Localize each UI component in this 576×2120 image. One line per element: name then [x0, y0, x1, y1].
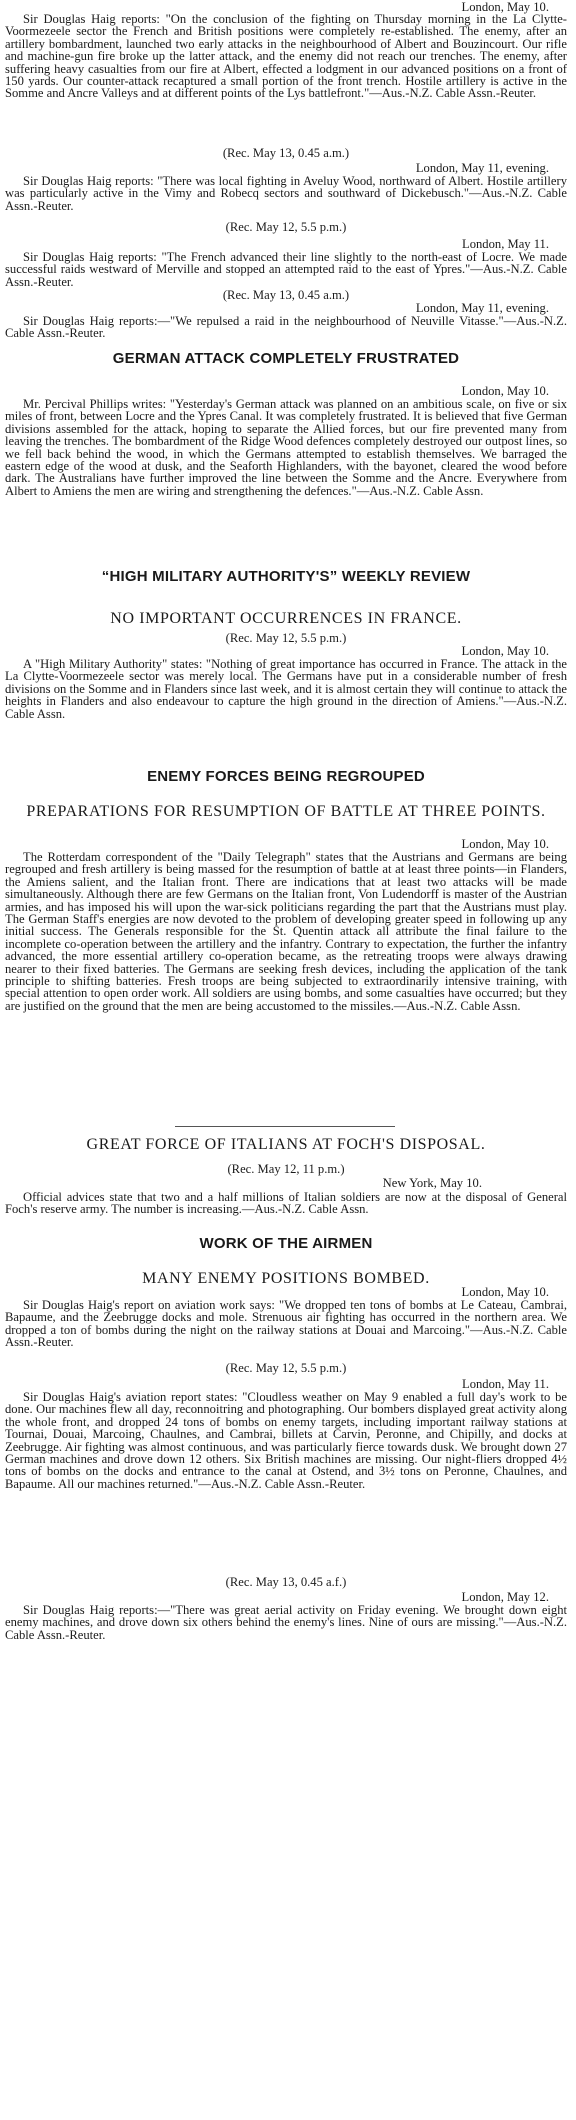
dateline: London, May 10. — [461, 644, 549, 658]
report-paragraph: Sir Douglas Haig reports: "There was local fighting in Aveluy Wood, northward of Albert. Hostile artillery was particularly active in the Vimy and Robecq sectors and southward of Dickebusch."—Aus.-N.Z. Cable Assn.-Reuter. — [5, 174, 567, 213]
report-paragraph: Sir Douglas Haig reports: "On the conclusion of the fighting on Thursday morning in the La Clytte-Voormezeele sector the French and British positions were completely re-established. The enemy, after an artillery bombardment, launched two early attacks in the neighbourhood of Albert and Bouzincourt. Our rifle and machine-gun fire broke up the latter attack, and the enemy did not reach our trenches. The enemy, after suffering heavy casualties from our fire at Albert, effected a lodgment in our advanced positions on a front of 150 yards. Our counter-attack recaptured a small portion of the front trench. Hostile artillery is active in the Somme and Ancre Valleys and at different points of the Lys battlefront."—Aus.-N.Z. Cable Assn.-Reuter. — [5, 12, 567, 101]
received-line: (Rec. May 12, 5.5 p.m.) — [225, 631, 347, 645]
received-line: (Rec. May 12, 5.5 p.m.) — [225, 1361, 347, 1375]
dateline: London, May 10. — [461, 1285, 549, 1299]
report-paragraph: Sir Douglas Haig reports: "The French advanced their line slightly to the north-east of Locre. We made successful raids westward of Merville and stopped an attempted raid to the east of Ypres."—Aus.-N.Z. Cable Assn.-Reuter. — [5, 250, 567, 289]
article-paragraph: A "High Military Authority" states: "Nothing of great importance has occurred in France. The attack in the La Clytte-Voormezeele sector was merely local. The Germans have put in a considerable number of fresh divisions on the Somme and in Flanders since last week, and it is almost certain they will continue to attack the heights in Flanders and also endeavour to capture the high ground in the direction of Amiens."—Aus.-N.Z. Cable Assn. — [5, 657, 567, 721]
report-paragraph: Sir Douglas Haig reports:—"We repulsed a raid in the neighbourhood of Neuville Vitasse."—Aus.-N.Z. Cable Assn.-Reuter. — [5, 314, 567, 341]
divider — [175, 1126, 395, 1127]
report-paragraph: Sir Douglas Haig reports:—"There was great aerial activity on Friday evening. We brought down eight enemy machines, and drove down six others behind the enemy's lines. Nine of ours are missing."—Aus.-N.Z. Cable Assn.-Reuter. — [5, 1603, 567, 1642]
dateline: London, May 11. — [462, 237, 549, 251]
subheading: GREAT FORCE OF ITALIANS AT FOCH'S DISPOSAL. — [86, 1136, 486, 1153]
received-line: (Rec. May 13, 0.45 a.f.) — [225, 1575, 347, 1589]
article-paragraph: The Rotterdam correspondent of the "Daily Telegraph" states that the Austrians and Germans are being regrouped and fresh artillery is being massed for the resumption of battle at at least three points—in Flanders, the Amiens salient, and the Italian front. There are indications that at least two attacks will be made simultaneously. Although there are few Germans on the Italian front, Von Ludendorff is master of the Austrian armies, and has imposed his will upon the war-sick politicians regarding the part that the Austrians must play. The German Staff's energies are now devoted to the problem of developing greater speed in following up any initial success. The Generals responsible for the St. Quentin attack all attribute the final failure to the incomplete co-operation between the artillery and the infantry. Contrary to expectation, the further the infantry advanced, the more essential artillery co-operation became, as the retreating troops were always drawing nearer to their fixed batteries. The Germans are seeking fresh devices, including the application of the tank principle to shifting batteries. Fresh troops are being subjected to extraordinarily intensive training, with special attention to open order work. All soldiers are using bombs, and some casualties have occurred; but they are justified on the ground that the men are being accustomed to the missiles.—Aus.-N.Z. Cable Assn. — [5, 850, 567, 1013]
report-paragraph: Sir Douglas Haig's report on aviation work says: "We dropped ten tons of bombs at Le Cateau, Cambrai, Bapaume, and the Zeebrugge docks and mole. Strenuous air fighting has occurred in the northern area. We dropped a ton of bombs during the night on the railway stations at Douai and Marcoing."—Aus.-N.Z. Cable Assn.-Reuter. — [5, 1298, 567, 1350]
report-paragraph: Sir Douglas Haig's aviation report states: "Cloudless weather on May 9 enabled a full day's work to be done. Our machines flew all day, reconnoitring and photographing. Our bombers displayed great activity along the whole front, and dropped 24 tons of bombs on enemy targets, including important railway stations at Tournai, Douai, Marcoing, Chaulnes, and Cambrai, billets at Carvin, Peronne, and Chipilly, and docks at Zeebrugge. Air fighting was almost continuous, and was particularly fierce towards dusk. We brought down 27 German machines and drove down 12 others. Six British machines are missing. Our night-fliers dropped 4½ tons of bombs on the docks and entrance to the canal at Ostend, and 3½ tons on Peronne, Chaulnes, and Bapaume. All our machines returned."—Aus.-N.Z. Cable Assn.-Reuter. — [5, 1390, 567, 1491]
section-heading: WORK OF THE AIRMEN — [199, 1235, 373, 1252]
dateline: London, May 12. — [461, 1590, 549, 1604]
section-heading: ENEMY FORCES BEING REGROUPED — [147, 768, 425, 785]
subheading: PREPARATIONS FOR RESUMPTION OF BATTLE AT THREE POINTS. — [26, 803, 546, 820]
subheading: MANY ENEMY POSITIONS BOMBED. — [142, 1270, 430, 1287]
received-line: (Rec. May 13, 0.45 a.m.) — [222, 288, 350, 302]
dateline: London, May 10. — [461, 384, 549, 398]
dateline: London, May 11. — [462, 1377, 549, 1391]
dateline: New York, May 10. — [382, 1176, 482, 1190]
section-heading: “HIGH MILITARY AUTHORITY'S” WEEKLY REVIEW — [101, 568, 471, 585]
received-line: (Rec. May 12, 5.5 p.m.) — [225, 220, 347, 234]
received-line: (Rec. May 13, 0.45 a.m.) — [222, 146, 350, 160]
received-line: (Rec. May 12, 11 p.m.) — [227, 1162, 345, 1176]
article-paragraph: Mr. Percival Phillips writes: "Yesterday's German attack was planned on an ambitious scale, on five or six miles of front, between Locre and the Ypres Canal. It was completely frustrated. It is believed that five German divisions assembled for the attack, hoping to separate the Allied forces, but our fire prevented many from leaving the trenches. The bombardment of the Ridge Wood defences completely destroyed our outpost lines, so we fell back behind the wood, in which the Germans attempted to establish themselves. We barraged the eastern edge of the wood at dusk, and the Seaforth Highlanders, with the bayonet, cleared the wood before dark. The Australians have further improved the line between the Somme and the Ancre. Everywhere from Albert to Amiens the men are wiring and strengthening the defences."—Aus.-N.Z. Cable Assn. — [5, 397, 567, 498]
dateline: London, May 10. — [461, 0, 549, 14]
dateline: London, May 11, evening. — [415, 301, 549, 315]
subheading: NO IMPORTANT OCCURRENCES IN FRANCE. — [110, 610, 462, 627]
dateline: London, May 10. — [461, 837, 549, 851]
section-heading: GERMAN ATTACK COMPLETELY FRUSTRATED — [112, 350, 460, 367]
article-paragraph: Official advices state that two and a half millions of Italian soldiers are now at the disposal of General Foch's reserve army. The number is increasing.—Aus.-N.Z. Cable Assn. — [5, 1190, 567, 1217]
dateline: London, May 11, evening. — [415, 161, 549, 175]
